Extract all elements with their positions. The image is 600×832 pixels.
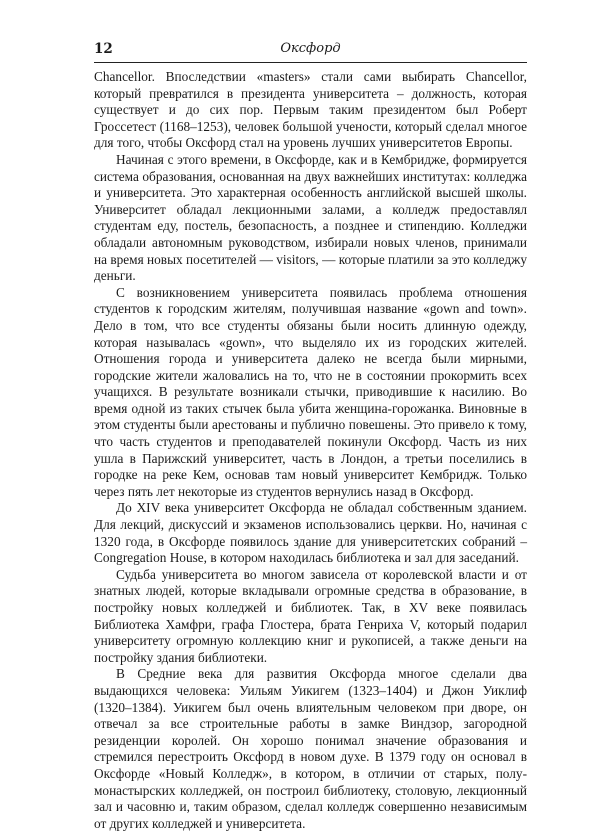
paragraph: До XIV века университет Оксфорда не обладал собственным зданием. Для лекций, дискуссий и экзаменов использовались церкви. Но, начиная с 1320 года, в Оксфорде появилось здание для университетских собраний – Congregation House, в котором находилась библиотека и зал для заседаний. [94,500,527,566]
paragraph: С возникновением университета появилась проблема отношения студентов к городским жителям, получившая название «gown and town». Дело в том, что все студенты обязаны были носить длинную одежду, которая называлась «gown», что выделяло их из городских жителей. Отношения города и университета далеко не всегда были мирными, городские жители жаловались на то, что не в состоянии прокормить всех учащихся. В результате возникали стычки, приводившие к насилию. Во время одной из таких стычек была убита женщина-горожанка. Виновные в этом студенты были арестованы и публично повешены. Это привело к тому, что часть студентов и преподавателей покинули Оксфорд. Часть из них ушла в Парижский университет, часть в Лондон, а третьи поселились в городке на реке Кем, основав там новый университет Кембридж. Только через пять лет некоторые из студентов вернулись назад в Оксфорд. [94,284,527,499]
book-page [94,38,527,832]
body-text [94,69,527,832]
page-number: 12 [94,41,113,57]
running-title: Оксфорд [280,41,341,56]
paragraph: Chancellor. Впоследствии «masters» стали сами выбирать Chancellor, который превратился в президента университета – должность, которая существует и до сих пор. Первым таким президентом был Роберт Гроссетест (1168–1253), человек большой учености, который сделал многое для того, чтобы Оксфорд стал на уровень лучших университетов Европы. [94,69,527,151]
paragraph: Начиная с этого времени, в Оксфорде, как и в Кембридже, формируется система образования, основанная на двух важнейших институтах: колледжа и университета. Это характерная особенность английской высшей школы. Университет обладал лекционными залами, а колледж предоставлял студентам еду, постель, безопасность, а позднее и стипендию. Колледжи обладали автономным руководством, избирали новых членов, принимали на время новых посетителей — visitors, — которые платили за это колледжу деньги. [94,151,528,284]
paragraph: В Средние века для развития Оксфорда многое сделали два выдающихся человека: Уильям Уикигем (1323–1404) и Джон Уиклиф (1320–1384). Уикигем был очень влиятельным человеком при дворе, он отвечал за все строительные работы в замке Виндзор, загородной резиденции королей. Он хорошо понимал значение образования и стремился перестроить Оксфорд в новом духе. В 1379 году он основал в Оксфорде «Новый Колледж», в котором, в отличии от старых, полу-монастырских колледжей, он построил библиотеку, столовую, лекционный зал и часовню и, таким образом, сделал колледж совершенно независимым от других колледжей и университета. [94,666,527,831]
running-head [94,38,527,63]
paragraph: Судьба университета во многом зависела от королевской власти и от знатных людей, которые вкладывали огромные средства в образование, в постройку новых колледжей и библиотек. Так, в XV веке появилась Библиотека Хамфри, графа Глостера, брата Генриха V, который подарил университету огромную коллекцию книг и рукописей, а также деньги на постройку здания библиотеки. [94,566,527,665]
